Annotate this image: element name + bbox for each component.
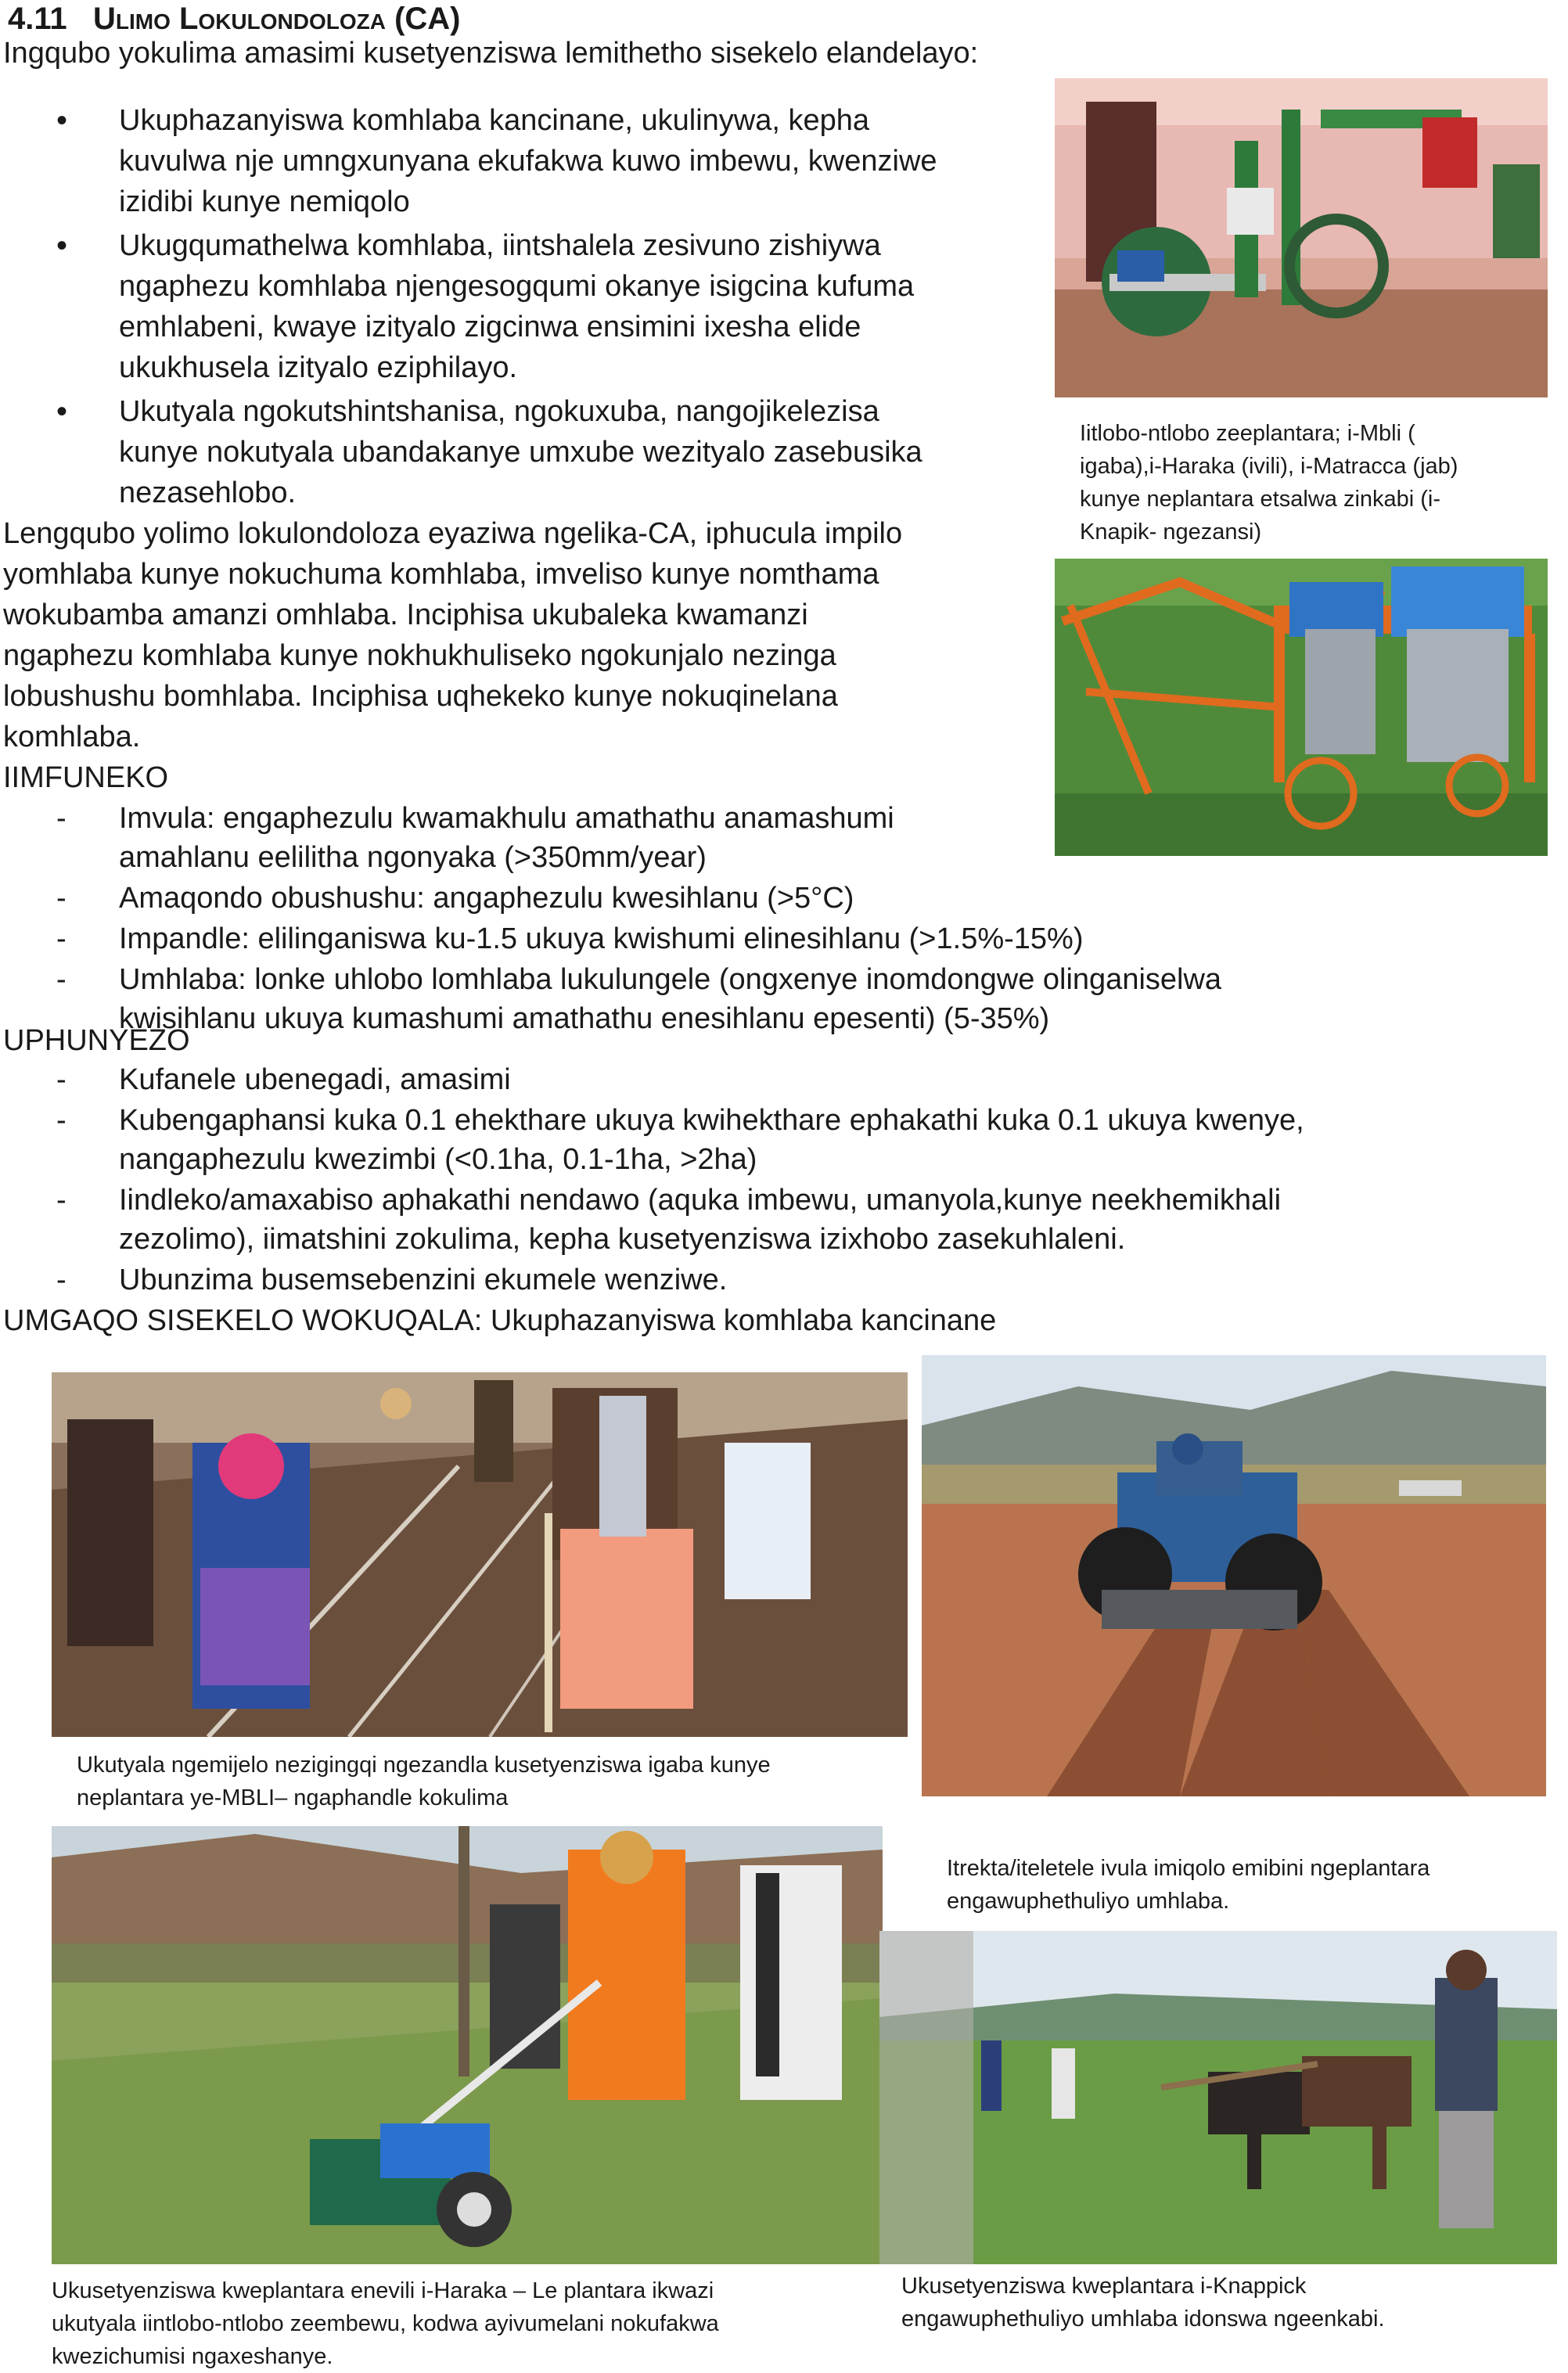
haraka-planter-photo bbox=[52, 1826, 883, 2264]
dash-icon: - bbox=[56, 963, 67, 996]
bullet-2-line-2: ngaphezu komhlaba njengesogqumi okanye isigcina kufuma bbox=[119, 270, 915, 303]
caption-line: Knapik- ngezansi) bbox=[1080, 520, 1262, 545]
bullet-1-line-3: izidibi kunye nemiqolo bbox=[119, 185, 410, 218]
dash-icon: - bbox=[56, 1264, 67, 1296]
section-title-abbr: CA bbox=[405, 2, 451, 36]
bullet-1-line-2: kuvulwa nje umngxunyana ekufakwa kuwo imbewu, kwenziwe bbox=[119, 145, 937, 178]
dash-icon: - bbox=[56, 802, 67, 835]
knapik-planter-photo bbox=[1055, 559, 1548, 856]
caption-line: neplantara ye-MBLI– ngaphandle kokulima bbox=[77, 1785, 509, 1810]
paragraph-line: lobushushu bomhlaba. Inciphisa uqhekeko kunye nokuqinelana bbox=[3, 680, 838, 713]
requirement-line: Imvula: engaphezulu kwamakhulu amathathu anamashumi bbox=[119, 802, 894, 835]
tractor-photo bbox=[922, 1355, 1546, 1796]
paragraph-line: komhlaba. bbox=[3, 721, 141, 753]
caption-line: kunye neplantara etsalwa zinkabi (i- bbox=[1080, 487, 1441, 512]
bullet-3-line-1: Ukutyala ngokutshintshanisa, ngokuxuba, nangojikelezisa bbox=[119, 395, 879, 428]
bullet-icon: • bbox=[56, 394, 68, 429]
knappick-oxen-photo bbox=[879, 1931, 1557, 2264]
paragraph-line: wokubamba amanzi omhlaba. Inciphisa ukubaleka kwamanzi bbox=[3, 599, 808, 631]
dash-icon: - bbox=[56, 1104, 67, 1137]
bullet-3-line-3: nezasehlobo. bbox=[119, 476, 297, 509]
bullet-3-line-2: kunye nokutyala ubandakanye umxube wezityalo zasebusika bbox=[119, 436, 922, 469]
summary-line: Ubunzima busemsebenzini ekumele wenziwe. bbox=[119, 1264, 728, 1296]
caption-line: Ukutyala ngemijelo nezigingqi ngezandla kusetyenziswa igaba kunye bbox=[77, 1753, 771, 1778]
section-title-close: ) bbox=[450, 2, 461, 36]
bullet-icon: • bbox=[56, 228, 68, 263]
bullet-2-line-1: Ukugqumathelwa komhlaba, iintshalela zesivuno zishiywa bbox=[119, 229, 881, 262]
dash-icon: - bbox=[56, 882, 67, 915]
summary-line: Kubengaphansi kuka 0.1 ehekthare ukuya kwihekthare ephakathi kuka 0.1 ukuya kwenye, bbox=[119, 1104, 1304, 1137]
caption-line: Ukusetyenziswa kweplantara i-Knappick bbox=[901, 2274, 1307, 2299]
requirement-line: Impandle: elilinganiswa ku-1.5 ukuya kwishumi elinesihlanu (>1.5%-15%) bbox=[119, 922, 1084, 955]
paragraph-line: ngaphezu komhlaba kunye nokhukhuliseko ngokunjalo nezinga bbox=[3, 639, 836, 672]
caption-line: igaba),i-Haraka (ivili), i-Matracca (jab) bbox=[1080, 454, 1458, 479]
summary-heading: UPHUNYEZO bbox=[3, 1024, 190, 1057]
section-number: 4.11 bbox=[8, 2, 67, 36]
caption-line: Itrekta/iteletele ivula imiqolo emibini ngeplantara bbox=[947, 1856, 1430, 1881]
requirement-line: kwisihlanu ukuya kumashumi amathathu enesihlanu epesenti) (5-35%) bbox=[119, 1002, 1050, 1035]
summary-line: zezolimo), iimatshini zokulima, kepha kusetyenziswa izixhobo zasekuhlaleni. bbox=[119, 1223, 1126, 1256]
requirement-line: Umhlaba: lonke uhlobo lomhlaba lukulungele (ongxenye inomdongwe olinganiselwa bbox=[119, 963, 1222, 996]
summary-line: Iindleko/amaxabiso aphakathi nendawo (aquka imbewu, umanyola,kunye neekhemikhali bbox=[119, 1184, 1282, 1217]
caption-line: engawuphethuliyo umhlaba idonswa ngeenkabi. bbox=[901, 2306, 1385, 2332]
bullet-2-line-3: emhlabeni, kwaye izityalo zigcinwa ensimini ixesha elide bbox=[119, 311, 861, 343]
bullet-icon: • bbox=[56, 103, 68, 138]
summary-line: nangaphezulu kwezimbi (<0.1ha, 0.1-1ha, >2ha) bbox=[119, 1143, 757, 1176]
principle-heading: UMGAQO SISEKELO WOKUQALA: Ukuphazanyiswa komhlaba kancinane bbox=[3, 1304, 997, 1337]
caption-line: kwezichumisi ngaxeshanye. bbox=[52, 2344, 333, 2369]
paragraph-line: yomhlaba kunye nokuchuma komhlaba, imveliso kunye nomthama bbox=[3, 558, 879, 591]
hand-planting-photo bbox=[52, 1372, 908, 1737]
dash-icon: - bbox=[56, 1063, 67, 1096]
bullet-1-line-1: Ukuphazanyiswa komhlaba kancinane, ukulinywa, kepha bbox=[119, 104, 870, 137]
dash-icon: - bbox=[56, 922, 67, 955]
dash-icon: - bbox=[56, 1184, 67, 1217]
requirement-line: Amaqondo obushushu: angaphezulu kwesihlanu (>5°C) bbox=[119, 882, 854, 915]
section-title: Ulimo Lokulondoloza ( bbox=[93, 2, 405, 36]
caption-line: engawuphethuliyo umhlaba. bbox=[947, 1889, 1230, 1914]
paragraph-line: Lengqubo yolimo lokulondoloza eyaziwa ngelika-CA, iphucula impilo bbox=[3, 517, 903, 550]
caption-line: Iitlobo-ntlobo zeeplantara; i-Mbli ( bbox=[1080, 421, 1415, 446]
summary-line: Kufanele ubenegadi, amasimi bbox=[119, 1063, 511, 1096]
intro-text: Ingqubo yokulima amasimi kusetyenziswa lemithetho sisekelo elandelayo: bbox=[3, 37, 979, 70]
planters-photo bbox=[1055, 78, 1548, 397]
caption-line: Ukusetyenziswa kweplantara enevili i-Haraka – Le plantara ikwazi bbox=[52, 2278, 714, 2303]
caption-line: ukutyala iintlobo-ntlobo zeembewu, kodwa ayivumelani nokufakwa bbox=[52, 2311, 719, 2336]
bullet-2-line-4: ukukhusela izityalo eziphilayo. bbox=[119, 351, 518, 384]
requirement-line: amahlanu eelilitha ngonyaka (>350mm/year) bbox=[119, 841, 707, 874]
requirements-heading: IIMFUNEKO bbox=[3, 761, 169, 794]
